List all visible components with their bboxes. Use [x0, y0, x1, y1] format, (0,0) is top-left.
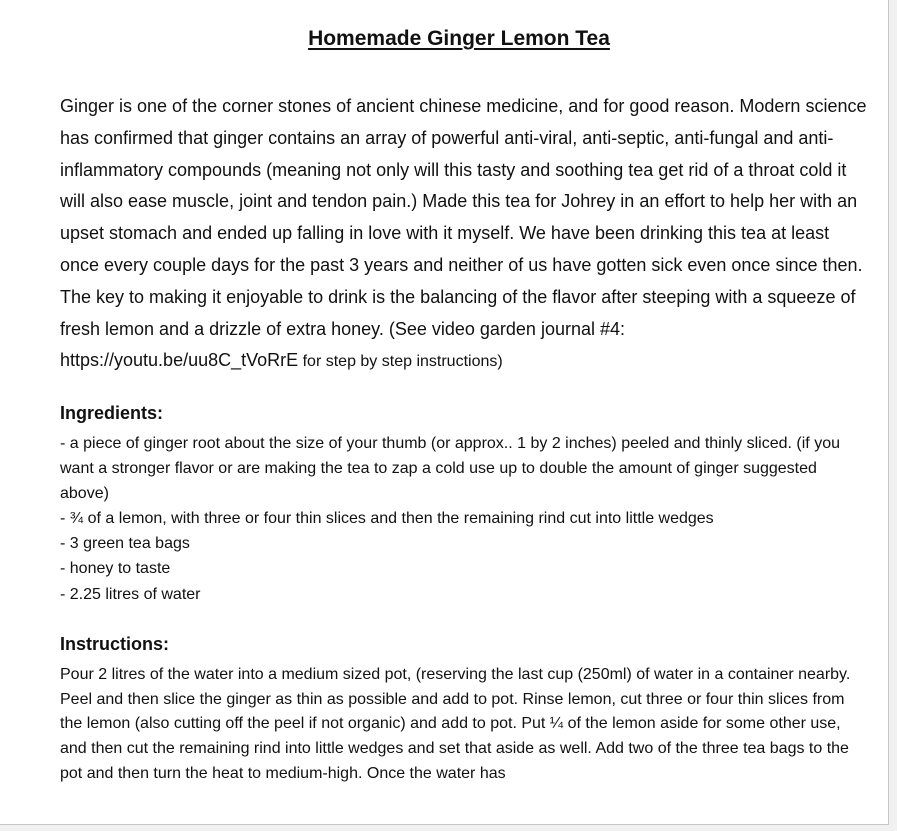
document-title: Homemade Ginger Lemon Tea [308, 27, 610, 50]
ingredient-item: - 2.25 litres of water [60, 585, 201, 603]
ingredients-list [60, 431, 870, 607]
ingredients-heading: Ingredients: [60, 403, 164, 423]
instructions-heading: Instructions: [60, 634, 170, 654]
ingredient-item: - 3 green tea bags [60, 535, 190, 553]
intro-main-text: Ginger is one of the corner stones of ancient chinese medicine, and for good reason. Modern science has confirmed that ginger contains an array of powerful anti-viral, anti-septic, anti-fungal and anti-inflammatory compounds (meaning not only will this tasty and soothing tea get rid of a throat cold it will also ease muscle, joint and tendon pain.) Made this tea for Johrey in an effort to help her with an upset stomach and ended up falling in love with it myself. We have been drinking this tea at least once every couple days for the past 3 years and neither of us have gotten sick even once since then. The key to making it enjoyable to drink is the balancing of the flavor after steeping with a squeeze of fresh lemon and a drizzle of extra honey. (See video garden journal #4: https://youtu.be/uu8C_tVoRrE [60, 96, 867, 371]
intro-tail-text: for step by step instructions) [298, 353, 503, 371]
instructions-paragraph: Pour 2 litres of the water into a medium sized pot, (reserving the last cup (250ml) of water in a container nearby. Peel and then slice the ginger as thin as possible and add to pot. Rinse lemon, cut three or four thin slices from the lemon (also cutting off the peel if not organic) and add to pot. Put ¼ of the lemon aside for some other use, and then cut the remaining rind into little wedges and set that aside as well. Add two of the three tea bags to the pot and then turn the heat to medium-high. Once the water has [60, 666, 851, 782]
ingredient-item: - ¾ of a lemon, with three or four thin slices and then the remaining rind cut into little wedges [60, 510, 714, 528]
ingredient-item: - a piece of ginger root about the size of your thumb (or approx.. 1 by 2 inches) peeled and thinly sliced. (if you want a stronger flavor or are making the tea to zap a cold use up to double the amount of ginger suggested above) [60, 435, 840, 503]
intro-paragraph [60, 91, 868, 378]
ingredient-item: - honey to taste [60, 560, 171, 578]
